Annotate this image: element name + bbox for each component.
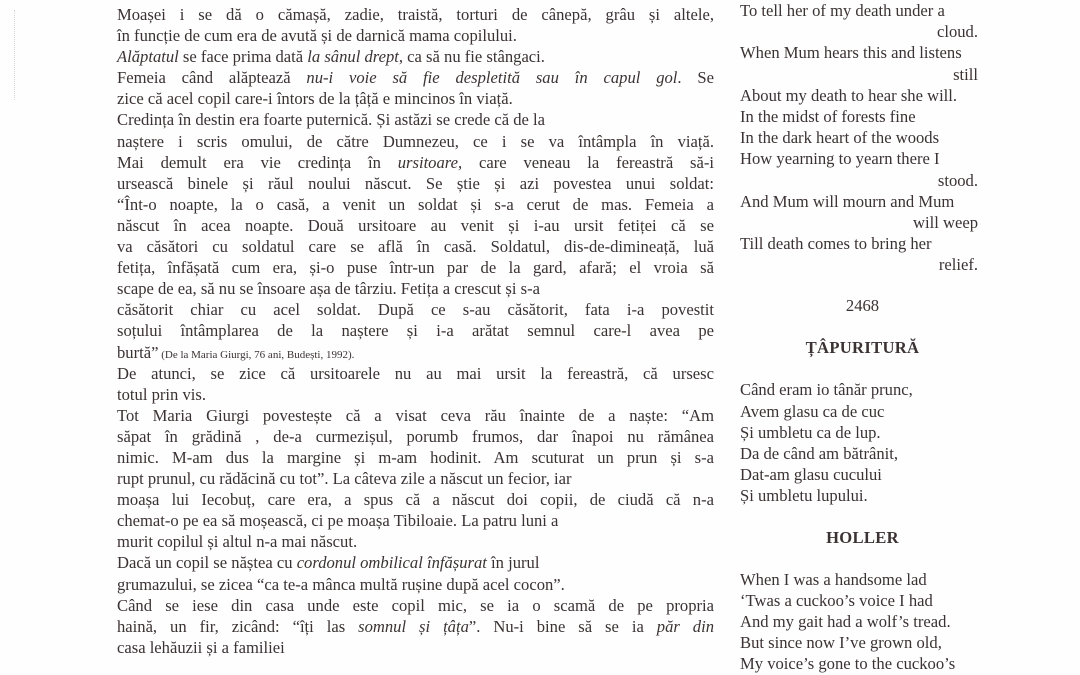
english-song-lyrics [740,569,980,675]
text-segment: rupt prunul, cu rădăcină cu tot”. La câteva zile a născut un fecior, iar [117,469,572,489]
text-line [117,510,714,531]
verse-line: ‘Twas a cuckoo’s voice I had [740,590,933,610]
text-segment: chemat-o pe ea să moșească, ci pe moașa Tibiloaie. La patru luni a [117,511,559,531]
text-line [117,194,714,215]
text-line [117,88,714,109]
italic-term: cordonul ombilical înfășurat [296,553,487,573]
text-segment: în funcție de cum era de avută și de darnică mama copilului. [117,26,517,46]
text-line [117,405,714,426]
verse-line: In the dark heart of the woods [740,128,940,148]
text-segment: Când se iese din casa unde este copil mic, se ia o scamă de pe propria [117,595,714,615]
english-song-title: HOLLER [826,527,899,547]
binding-margin-marks [14,10,17,100]
verse-line-continuation: will weep [913,212,978,232]
italic-term: somnul și țâța [358,616,469,636]
text-line [117,4,714,25]
text-line [117,257,714,278]
verse-line: Till death comes to bring her [740,234,932,254]
verse-line: And Mum will mourn and Mum [740,191,955,211]
verse-line-continuation: relief. [938,255,978,275]
text-segment: grumazului, se zicea “ca te-a mânca multă rușine după acel cocon”. [117,574,565,594]
text-segment: Femeia când alăptează [117,68,307,88]
text-segment: , ca să nu fie stângaci. [398,47,545,67]
verse-line: In the midst of forests fine [740,106,916,126]
text-line [117,447,714,468]
text-line [117,552,714,573]
italic-term: ursitoare [397,152,458,172]
text-segment: . Se [677,68,714,88]
verse-line-continuation: still [953,64,978,84]
text-segment: săpat în grădină , de-a curmezișul, porumb frumos, dar înapoi nu rămânea [117,426,714,446]
text-line [117,574,714,595]
text-segment: Tot Maria Giurgi povestește că a visat ceva rău înainte de a naște: “Am [117,405,714,425]
text-line [117,637,714,658]
text-segment: fetița, înfășată cum era, și-o puse într-un par de la gard, afară; el vroia să [117,258,714,278]
left-text-column [117,4,714,658]
italic-term: nu-i voie să fie despletită sau în capul gol [306,68,678,88]
text-line [117,363,714,384]
verse-line: Da de când am bătrânit, [740,444,899,463]
verse-line: About my death to hear she will. [740,85,958,105]
verse-line: And my gait had a wolf’s tread. [740,611,951,631]
text-line [117,616,714,637]
verse-line: But since now I’ve grown old, [740,633,942,653]
text-line [117,384,714,405]
text-line [117,25,714,46]
text-line [117,152,714,173]
text-segment: burtă” [117,342,159,362]
verse-line: When Mum hears this and listens [740,43,962,63]
text-line [117,46,714,67]
verse-line: Și umbletu ca de lup. [740,422,881,442]
text-segment: născut în acea noapte. Două ursitoare au venit și i-au ursit fetiței că se [117,215,714,235]
text-segment: Mai demult era vie credința în [117,152,398,172]
text-segment: Moașei i se dă o cămașă, zadie, traistă, torturi de cânepă, grâu și altele, [117,5,714,24]
text-line [117,489,714,510]
verse-line-continuation: cloud. [936,22,978,42]
romanian-song-lyrics [740,379,980,506]
text-line [117,109,714,130]
italic-term: Alăptatul [117,47,179,67]
verse-line-continuation: stood. [937,170,978,190]
text-segment: în jurul [486,553,540,573]
text-segment: casa lehăuzii și a familiei [117,637,285,657]
italic-term: la sânul drept [307,47,399,67]
text-line [117,595,714,616]
verse-line: How yearning to yearn there I [740,149,940,169]
text-segment: murit copilul și altul n-a mai născut. [117,532,358,552]
song-number: 2468 [845,296,880,316]
text-line [117,342,714,363]
text-segment: se face prima dată [178,47,308,67]
text-segment: totul prin vis. [117,384,206,404]
text-segment: haină, un fir, zicând: “îți las [117,616,359,636]
text-segment: naștere i scris omului, de către Dumnezeu, ce i se va întâmpla în viață. [117,131,714,151]
text-line [117,236,714,257]
source-citation: (De la Maria Giurgi, 76 ani, Budești, 1992). [158,348,355,361]
poem-continuation [740,0,980,275]
verse-line: To tell her of my death under a [740,1,945,20]
text-line [117,131,714,152]
text-segment: soțului întâmplarea de la naștere și i-a arătat semnul care-l avea pe [117,321,714,341]
verse-line: Și umbletu lupului. [740,486,868,506]
text-segment: scape de ea, să nu se însoare așa de târziu. Fetița a crescut și s-a [117,279,540,299]
text-line [117,320,714,341]
verse-line: Avem glasu ca de cuc [740,401,885,421]
verse-line: When I was a handsome lad [740,569,927,589]
text-line [117,299,714,320]
verse-line: Dat-am glasu cucului [740,465,882,485]
italic-term: păr din [656,616,714,636]
romanian-song-title: ȚÂPURITURĂ [805,338,920,358]
verse-line: My voice’s gone to the cuckoo’s [740,654,956,674]
verse-line: Când eram io tânăr prunc, [740,380,913,400]
text-segment: va căsători cu soldatul care se află în casă. Soldatul, dis-de-dimineață, luă [117,237,714,257]
text-line [117,215,714,236]
text-segment: ursească binele și răul noului născut. Se știe și azi povestea unui soldat: [117,173,714,193]
text-segment: căsătorit chiar cu acel soldat. După ce s-au căsătorit, fata i-a povestit [117,300,714,320]
text-segment: zice că acel copil care-i întors de la țâță e mincinos în viață. [117,89,513,109]
text-line [117,426,714,447]
text-segment: , care veneau la fereastră să-i [457,152,714,172]
text-line [117,278,714,299]
text-line [117,67,714,88]
text-segment: moașa lui Iecobuț, care era, a spus că a născut doi copii, de ciudă că n-a [117,490,714,510]
text-segment: Dacă un copil se năștea cu [117,553,297,573]
text-segment: nimic. M-am dus la margine și m-am hodinit. Am scuturat un prun și s-a [117,447,714,467]
text-segment: ”. Nu-i bine să se ia [468,616,657,636]
text-line [117,468,714,489]
right-text-column [740,0,980,675]
text-segment: Credința în destin era foarte puternică. Și astăzi se crede că de la [117,110,546,130]
text-line [117,173,714,194]
text-segment: De atunci, se zice că ursitoarele nu au mai ursit la fereastră, că ursesc [117,363,714,383]
text-segment: “Înt-o noapte, la o casă, a venit un soldat și s-a cerut de mas. Femeia a [117,194,714,214]
text-line [117,531,714,552]
